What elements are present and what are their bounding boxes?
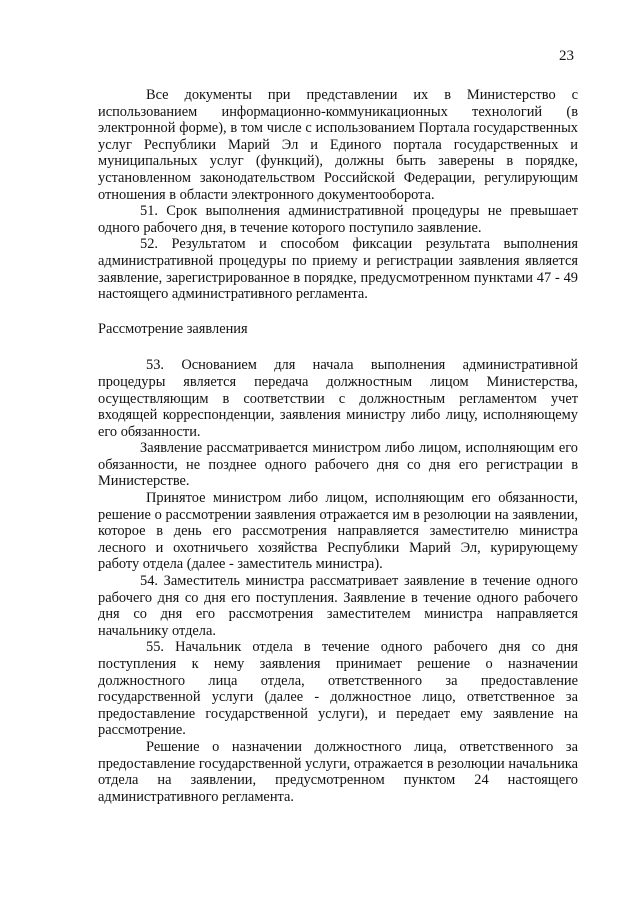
paragraph-52: 52. Результатом и способом фиксации результата выполнения административной процедуры по приему и регистрации заявления является заявление, зарегистрированное в порядке, предусмотренном пунктами 47 - 49 настоящего административного регламента. [98,236,578,303]
document-body [98,87,578,805]
paragraph-53-decision: Принятое министром либо лицом, исполняющим его обязанности, решение о рассмотрении заявления отражается им в резолюции на заявлении, которое в день его рассмотрения направляется заместителю министра лесного и охотничьего хозяйства Республики Марий Эл, курирующему работу отдела (далее - заместитель министра). [98,490,578,573]
section-heading: Рассмотрение заявления [98,320,248,337]
paragraph-55-resolution: Решение о назначении должностного лица, ответственного за предоставление государственной услуги, отражается в резолюции начальника отдела на заявлении, предусмотренном пунктом 24 настоящего административного регламента. [98,738,578,805]
paragraph-51: 51. Срок выполнения административной процедуры не превышает одного рабочего дня, в течение которого поступило заявление. [98,203,578,236]
paragraph-54: 54. Заместитель министра рассматривает заявление в течение одного рабочего дня со дня его поступления. Заявление в течение одного рабочего дня со дня его рассмотрения заместителем министра направляется начальнику отдела. [98,573,578,639]
paragraph-55: 55. Начальник отдела в течение одного рабочего дня со дня поступления к нему заявления принимает решение о назначении должностного лица отдела, ответственного за предоставление государственной услуги (далее - должностное лицо, ответственное за предоставление государственной услуги), и передает ему заявление на рассмотрение. [98,639,578,739]
page-number: 23 [559,48,574,64]
paragraph-53-review: Заявление рассматривается министром либо лицом, исполняющим его обязанности, не позднее одного рабочего дня со дня его регистрации в Министерстве. [98,440,578,490]
paragraph-53: 53. Основанием для начала выполнения административной процедуры является передача должностным лицом Министерства, осуществляющим в соответствии с должностным регламентом учет входящей корреспонденции, заявления министру либо лицу, исполняющему его обязанности. [98,357,578,440]
paragraph-documents-certification: Все документы при представлении их в Министерство с использованием информационно-коммуникационных технологий (в электронной форме), в том числе с использованием Портала государственных услуг Республики Марий Эл и Единого портала государственных и муниципальных услуг (функций), должны быть заверены в порядке, установленном законодательством Российской Федерации, регулирующим отношения в области электронного документооборота. [98,87,578,203]
